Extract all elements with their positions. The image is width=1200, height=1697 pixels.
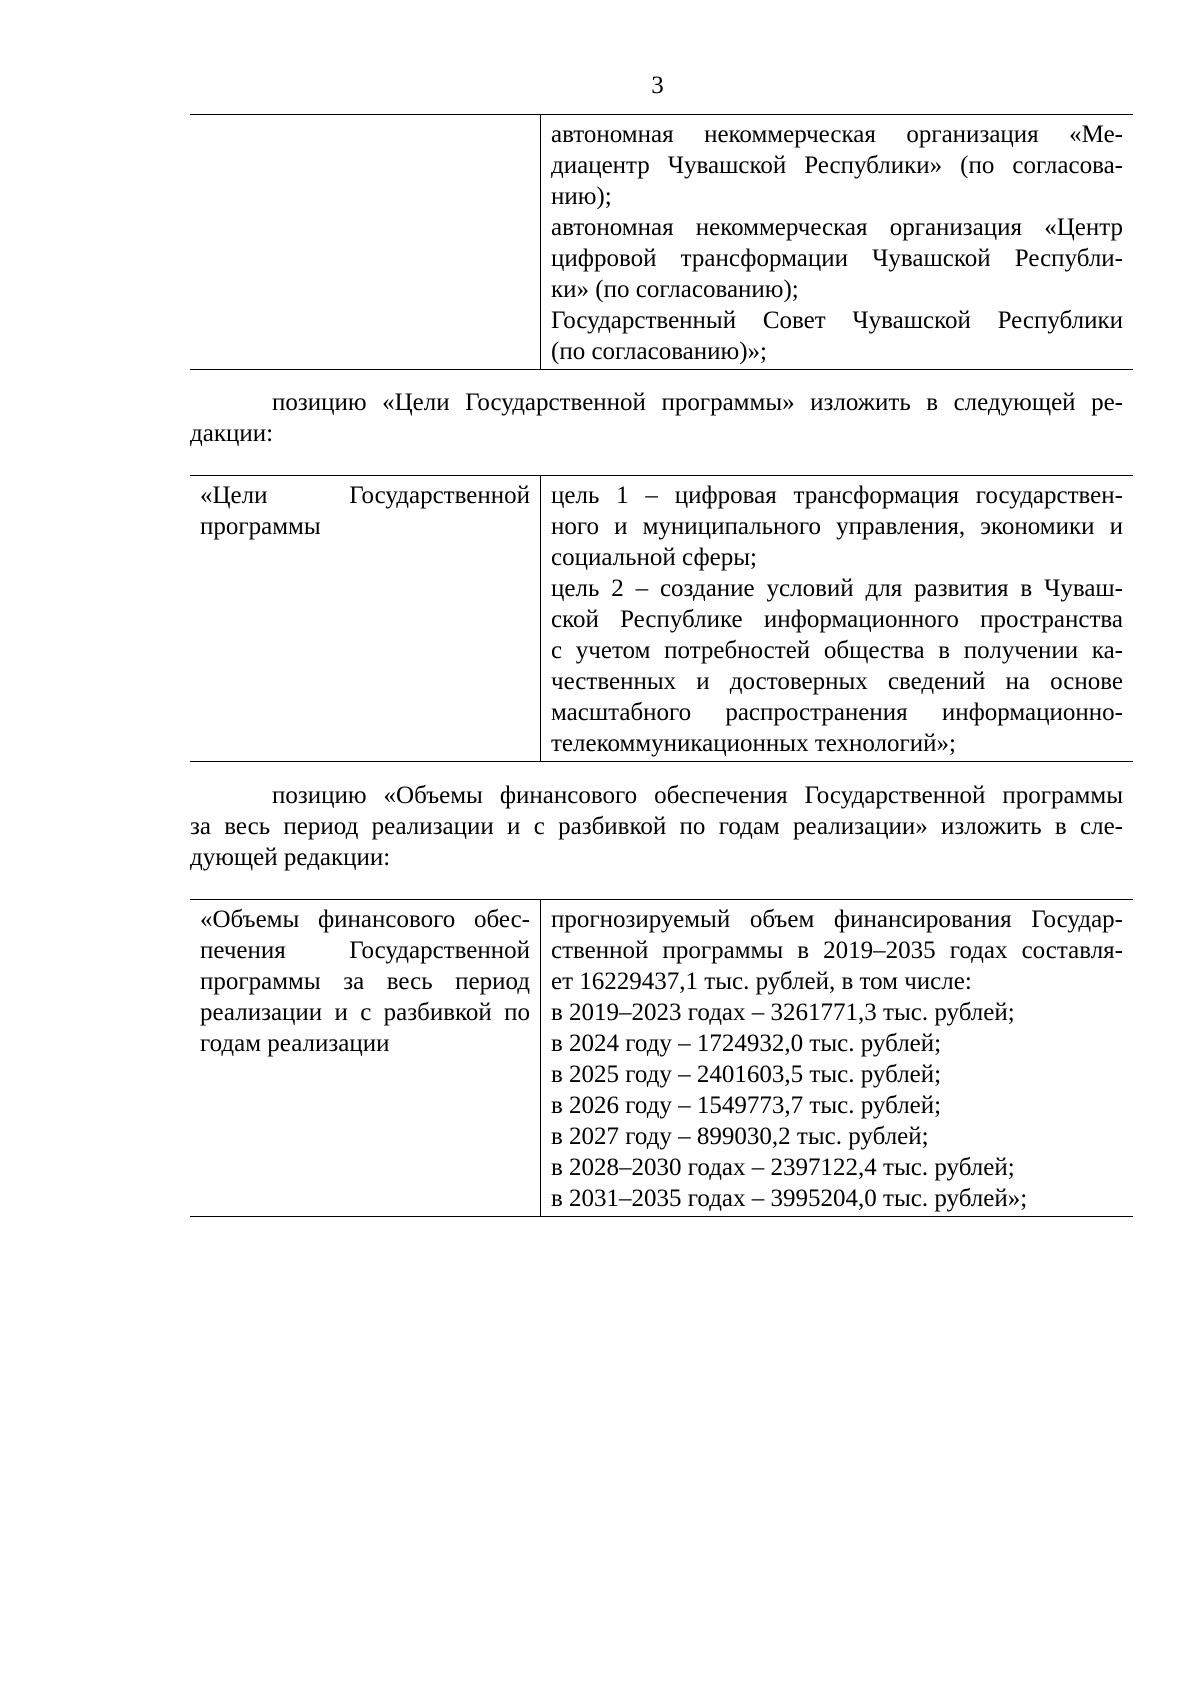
page-number: 3 xyxy=(651,72,664,99)
table-row xyxy=(190,900,1133,1217)
table2-right-line: телекоммуникационных технологий»; xyxy=(551,730,956,757)
paragraph-line: дакции: xyxy=(190,420,274,447)
table3-right-cell xyxy=(541,900,1134,1217)
table3-right-line: в 2025 году – 2401603,5 тыс. рублей; xyxy=(551,1061,942,1088)
table1-right-line: автономная некоммерческая организация «Ме- xyxy=(551,121,1123,148)
table3-right-line: в 2031–2035 годах – 3995204,0 тыс. рублей»; xyxy=(551,1185,1028,1212)
table2-left-line: программы xyxy=(200,513,321,540)
table-participants xyxy=(190,114,1133,370)
table3-left-line: годам реализации xyxy=(200,1030,390,1057)
table-funding xyxy=(190,899,1133,1217)
table3-left-line: реализации и с разбивкой по xyxy=(200,999,530,1026)
table3-right-line: в 2027 году – 899030,2 тыс. рублей; xyxy=(551,1123,929,1150)
table3-right-line: в 2026 году – 1549773,7 тыс. рублей; xyxy=(551,1092,942,1119)
table1-right-line: нию); xyxy=(551,183,612,210)
table2-right-cell xyxy=(541,476,1134,762)
table2-right-line: социальной сферы; xyxy=(551,544,757,571)
table-row xyxy=(190,476,1133,762)
table2-left-line: «Цели Государственной xyxy=(200,482,530,509)
table1-right-line: автономная некоммерческая организация «Центр xyxy=(551,214,1123,241)
paragraph-line: дующей редакции: xyxy=(190,844,391,871)
table1-right-line: цифровой трансформации Чувашской Республи- xyxy=(551,245,1123,272)
table2-right-line: ного и муниципального управления, экономики и xyxy=(551,513,1123,540)
table1-right-line: (по согласованию)»; xyxy=(551,338,767,365)
table1-right-line: Государственный Совет Чувашской Республики xyxy=(551,307,1123,334)
table2-right-line: цель 1 – цифровая трансформация государствен- xyxy=(551,482,1123,509)
table1-right-cell xyxy=(541,115,1134,370)
table3-right-line: ственной программы в 2019–2035 годах составля- xyxy=(551,937,1123,964)
paragraph-goals-intro xyxy=(190,387,1123,449)
table1-left-cell xyxy=(190,115,541,370)
paragraph-line: позицию «Цели Государственной программы» изложить в следующей ре- xyxy=(272,389,1123,416)
table3-left-line: «Объемы финансового обес- xyxy=(200,906,530,933)
paragraph-line: позицию «Объемы финансового обеспечения Государственной программы xyxy=(272,782,1123,809)
table-goals xyxy=(190,475,1133,762)
table2-right-line: масштабного распространения информационно- xyxy=(551,699,1123,726)
table2-right-line: ской Республике информационного пространства xyxy=(551,606,1123,633)
table3-right-line: в 2028–2030 годах – 2397122,4 тыс. рублей; xyxy=(551,1154,1015,1181)
table3-right-line: в 2024 году – 1724932,0 тыс. рублей; xyxy=(551,1030,942,1057)
table2-right-line: с учетом потребностей общества в получении ка- xyxy=(551,637,1123,664)
table3-right-line: ет 16229437,1 тыс. рублей, в том числе: xyxy=(551,968,972,995)
table2-right-line: цель 2 – создание условий для развития в Чуваш- xyxy=(551,575,1123,602)
table3-right-line: прогнозируемый объем финансирования Государ- xyxy=(551,906,1123,933)
table3-left-cell xyxy=(190,900,541,1217)
table1-right-line: диацентр Чувашской Республики» (по согласова- xyxy=(551,152,1123,179)
table3-left-line: печения Государственной xyxy=(200,937,530,964)
table-row xyxy=(190,115,1133,370)
table1-right-line: ки» (по согласованию); xyxy=(551,276,799,303)
table3-left-line: программы за весь период xyxy=(200,968,530,995)
table2-left-cell xyxy=(190,476,541,762)
paragraph-line: за весь период реализации и с разбивкой по годам реализации» изложить в сле- xyxy=(190,813,1123,840)
paragraph-funding-intro xyxy=(190,780,1123,873)
table3-right-line: в 2019–2023 годах – 3261771,3 тыс. рублей; xyxy=(551,999,1015,1026)
table2-right-line: чественных и достоверных сведений на основе xyxy=(551,668,1123,695)
